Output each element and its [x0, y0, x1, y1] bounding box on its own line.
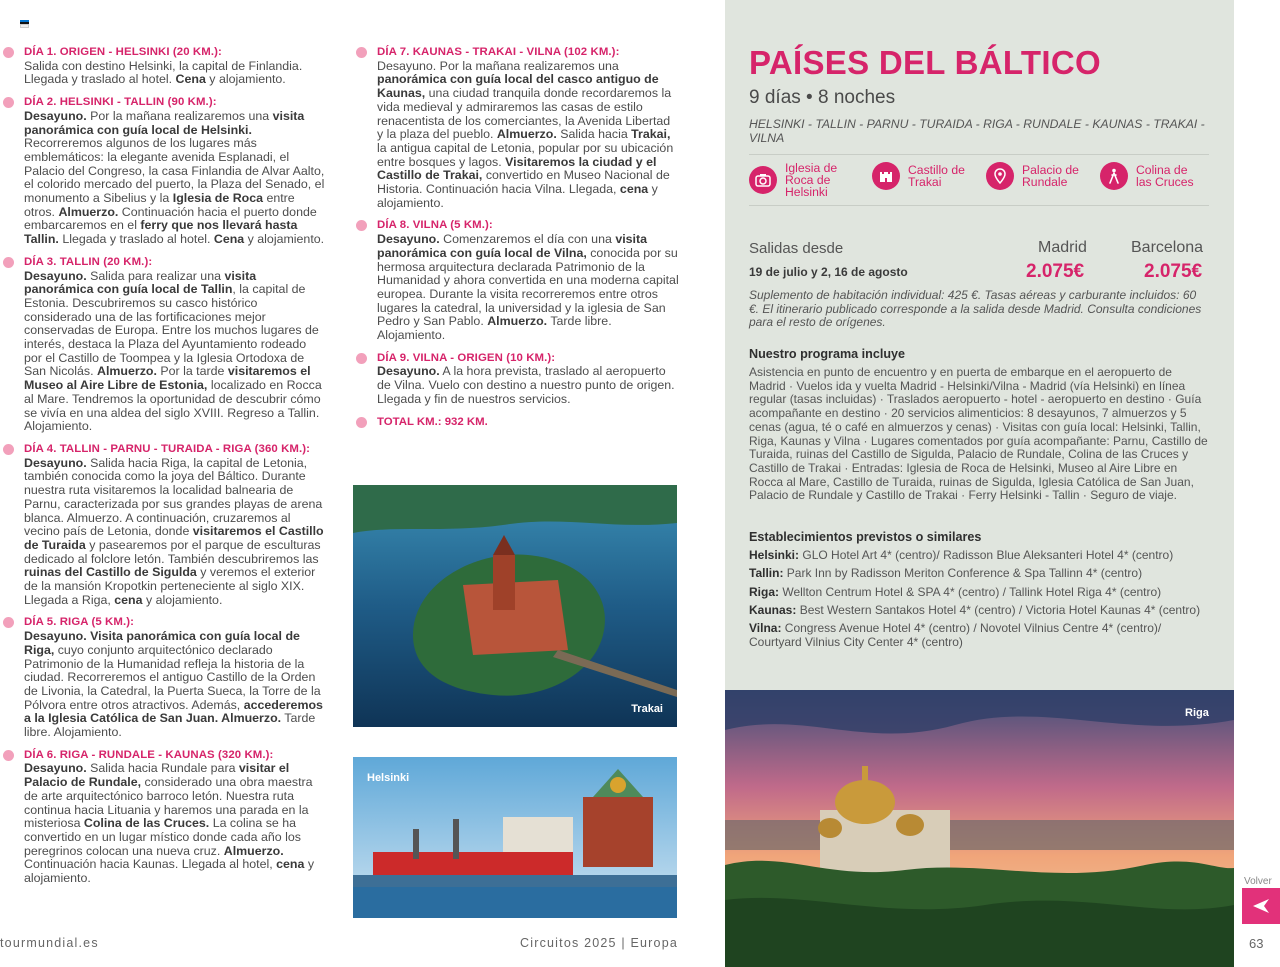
- suplemento: Suplemento de habitación individual: 425 €. Tasas aéreas y carburante incluidos: 60 €. El itinerario publicado corresponde a la salida desde Madrid. Consulta condiciones para el resto de orígenes.: [749, 288, 1202, 330]
- itinerary-day: [24, 46, 326, 87]
- page-title: PAÍSES DEL BÁLTICO: [749, 44, 1101, 81]
- hotel-entry: Riga: Wellton Centrum Hotel & SPA 4* (centro) / Tallink Hotel Riga 4* (centro): [749, 584, 1162, 599]
- riga-caption: Riga: [1185, 707, 1209, 719]
- day-title: DÍA 8. VILNA (5 KM.):: [377, 219, 493, 232]
- itinerary-column-left: [24, 46, 326, 895]
- highlight-iglesia-roca: Iglesia de Roca de Helsinki: [749, 162, 837, 198]
- riga-photo: [725, 690, 1234, 967]
- day-body: Desayuno. Salida hacia Riga, la capital de Letonia, también conocida como la joya del Báltico. Durante nuestra ruta visitaremos la localidad balnearia de Parnu, caracterizada por sus grandes playas de arena blanca. Almuerzo. A continuación, cruzaremos al vecino país de Letonia, donde visitaremos el Castillo de Turaida y pasearemos por el parque de esculturas dedicado al folclore letón. También descubriremos las ruinas del Castillo de Sigulda y veremos el exterior de la mansión Kropotkin perteneciente al siglo XIX. Llegada a Riga, cena y alojamiento.: [24, 455, 324, 607]
- volver-label: Volver: [1244, 876, 1272, 887]
- itinerary-day: [24, 616, 326, 739]
- day-title: DÍA 5. RIGA (5 KM.):: [24, 616, 134, 629]
- day-title: DÍA 1. ORIGEN - HELSINKI (20 KM.):: [24, 46, 222, 58]
- day-body: Desayuno. A la hora prevista, traslado al aeropuerto de Vilna. Vuelo con destino a nuestro punto de origen. Llegada y fin de nuestros servicios.: [377, 364, 675, 406]
- total-km: TOTAL KM.: 932 KM.: [377, 416, 679, 430]
- price-madrid: 2.075€: [1026, 261, 1085, 282]
- duration: 9 días • 8 noches: [749, 87, 896, 108]
- city-madrid: Madrid: [1038, 239, 1087, 256]
- section-label: Circuitos 2025 | Europa: [520, 936, 679, 950]
- castle-icon: [872, 162, 900, 190]
- hiker-icon: [1100, 162, 1128, 190]
- itinerary-day: [377, 219, 679, 342]
- day-title: DÍA 2. HELSINKI - TALLIN (90 KM.):: [24, 96, 217, 109]
- highlight-colina-cruces: Colina de las Cruces: [1100, 162, 1194, 190]
- divider: [749, 205, 1209, 206]
- highlight-castillo-trakai: Castillo de Trakai: [872, 162, 965, 190]
- helsinki-photo: [353, 757, 677, 918]
- divider: [749, 154, 1209, 155]
- website: tourmundial.es: [0, 936, 99, 950]
- day-title: DÍA 9. VILNA - ORIGEN (10 KM.):: [377, 351, 556, 364]
- day-body: Desayuno. Comenzaremos el día con una visita panorámica con guía local de Vilna, conocida por su hermosa arquitectura declarada Patrimonio de la Humanidad y ahora convertida en una moderna capital europea. Durante la visita recorreremos entre otros lugares la catedral, la universidad y la iglesia de San Pedro y San Pablo. Almuerzo. Tarde libre. Alojamiento.: [377, 232, 679, 343]
- itinerary-day: [24, 749, 326, 886]
- helsinki-caption: Helsinki: [367, 772, 410, 784]
- highlight-palacio-rundale: Palacio de Rundale: [986, 162, 1079, 190]
- salidas-label: Salidas desde: [749, 240, 844, 257]
- itinerary-day: [24, 443, 326, 607]
- hotel-entry: Kaunas: Best Western Santakos Hotel 4* (centro) / Victoria Hotel Kaunas 4* (centro): [749, 602, 1201, 617]
- fechas: 19 de julio y 2, 16 de agosto: [749, 265, 908, 279]
- day-body: Salida con destino Helsinki, la capital de Finlandia. Llegada y traslado al hotel. Cena y alojamiento.: [24, 58, 303, 87]
- hotel-entry: Helsinki: GLO Hotel Art 4* (centro)/ Radisson Blue Aleksanteri Hotel 4* (centro): [749, 548, 1174, 562]
- estonia-flag-icon: [20, 20, 29, 28]
- hotel-list: [749, 549, 1211, 654]
- info-panel: [725, 0, 1234, 690]
- day-body: Desayuno. Por la mañana realizaremos una visita panorámica con guía local de Helsinki. Recorreremos algunos de los lugares más emblemáticos: la elegante avenida Esplanadi, el Palacio del Congreso, la casa Finlandia de Alvar Aalto, el colorido mercado del puerto, la Plaza del Senado, el monumento a Sibelius y la Iglesia de Roca entre otros. Almuerzo. Continuación hacia el puerto donde embarcaremos en el ferry que nos llevará hasta Tallin. Llegada y traslado al hotel. Cena y alojamiento.: [24, 108, 325, 247]
- day-title: DÍA 3. TALLIN (20 KM.):: [24, 255, 153, 268]
- itinerary-day: [377, 352, 679, 407]
- itinerary-day: [24, 96, 326, 247]
- back-arrow-icon: [1252, 898, 1270, 914]
- camera-icon: [749, 166, 777, 194]
- price-barcelona: 2.075€: [1144, 261, 1203, 282]
- hotel-entry: Vilna: Congress Avenue Hotel 4* (centro) / Novotel Vilnius Centre 4* (centro)/ Courtyard Vilnius City Center 4* (centro): [749, 621, 1162, 649]
- city-barcelona: Barcelona: [1131, 239, 1204, 256]
- volver-button[interactable]: [1242, 888, 1280, 924]
- itinerary-column-right: [377, 46, 679, 429]
- day-title: DÍA 4. TALLIN - PARNU - TURAIDA - RIGA (360 KM.):: [24, 442, 311, 455]
- day-body: Desayuno. Por la mañana realizaremos una panorámica con guía local del casco antiguo de Kaunas, una ciudad tranquila donde recordaremos la vida medieval y admiraremos las casas de estilo renacentista de los comerciantes, la Avenida Libertad y la plaza del pueblo. Almuerzo. Salida hacia Trakai, la antigua capital de Letonia, popular por su ubicación entre bosques y lagos. Visitaremos la ciudad y el Castillo de Trakai, convertido en Museo Nacional de Historia. Continuación hacia Vilna. Llegada, cena y alojamiento.: [377, 58, 674, 210]
- hoteles-title: Establecimientos previstos o similares: [749, 530, 982, 544]
- itinerary-day: [24, 256, 326, 434]
- programa-text: Asistencia en punto de encuentro y en puerta de embarque en el aeropuerto de Madrid · Vuelos ida y vuelta Madrid - Helsinki/Vilna - Madrid (vía Helsinki) en línea regular (tasas incluidas) · Traslados aeropuerto - hotel - aeropuerto en destino · Guía acompañante en destino · 20 servicios alimenticios: 8 desayunos, 7 almuerzos y 5 cenas (agua, té o café en almuerzos y cenas) · Visitas con guía local: Helsinki, Tallin, Riga, Kaunas y Vilna · Lugares comentados por guía acompañante: Parnu, Castillo de Turaida, ruinas del Castillo de Sigulda, Palacio de Rundale, Colina de las Cruces y Castillo de Trakai · Entradas: Iglesia de Roca de Helsinki, Museo al Aire Libre en Rocca al Mare, Castillo de Turaida, ruinas de Sigulda, Iglesia Católica de San Juan, Palacio de Rundale y Castillo de Trakai · Ferry Helsinki - Tallin · Seguro de viaje.: [749, 365, 1208, 503]
- page-number: 63: [1249, 936, 1264, 951]
- day-body: Desayuno. Salida hacia Rundale para visitar el Palacio de Rundale, considerado una obra maestra de arte arquitectónico barroco letón. Nuestra ruta continua hacia Lituania y haremos una parada en la misteriosa Colina de las Cruces. La colina se ha convertido en un lugar místico donde cada año los peregrinos colocan una nueva cruz. Almuerzo. Continuación hacia Kaunas. Llegada al hotel, cena y alojamiento.: [24, 761, 315, 886]
- programa-title: Nuestro programa incluye: [749, 347, 906, 361]
- trakai-photo: [353, 485, 677, 727]
- trakai-caption: Trakai: [631, 703, 663, 715]
- location-pin-icon: [986, 162, 1014, 190]
- itinerary-day: [377, 46, 679, 210]
- hotel-entry: Tallin: Park Inn by Radisson Meriton Conference & Spa Tallinn 4* (centro): [749, 566, 1143, 581]
- day-title: DÍA 6. RIGA - RUNDALE - KAUNAS (320 KM.):: [24, 748, 274, 761]
- day-body: Desayuno. Visita panorámica con guía local de Riga, cuyo conjunto arquitectónico declarado Patrimonio de la Humanidad refleja la historia de la ciudad. Recorreremos el antiguo Castillo de la Orden de Livonia, la Catedral, la Puerta Sueca, la Torre de la Pólvora entre otros atractivos. Además, accederemos a la Iglesia Católica de San Juan. Almuerzo. Tarde libre. Alojamiento.: [24, 629, 323, 740]
- route: HELSINKI - TALLIN - PARNU - TURAIDA - RIGA - RUNDALE - KAUNAS - TRAKAI - VILNA: [749, 117, 1205, 145]
- day-title: DÍA 7. KAUNAS - TRAKAI - VILNA (102 KM.):: [377, 46, 620, 58]
- day-body: Desayuno. Salida para realizar una visita panorámica con guía local de Tallin, la capital de Estonia. Descubriremos su casco histórico considerado una de las fortificaciones mejor conservadas de Europa. Entre los muchos lugares de interés, destaca la Plaza del Ayuntamiento rodeado por el Castillo de Toompea y la Iglesia Ortodoxa de San Nicolás. Almuerzo. Por la tarde visitaremos el Museo al Aire Libre de Estonia, localizado en Rocca al Mare. Tendremos la oportunidad de descubrir cómo se vivía en una aldea del siglo XVIII. Regreso a Tallin. Alojamiento.: [24, 268, 322, 434]
